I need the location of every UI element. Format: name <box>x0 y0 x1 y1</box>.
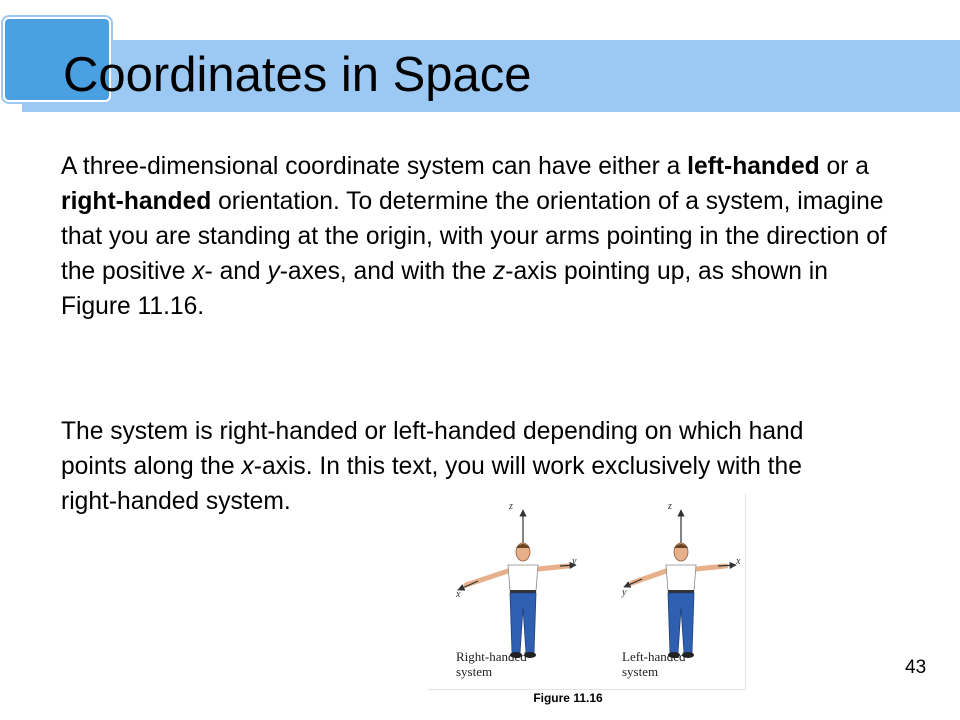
right-x-axis-label: x <box>736 556 741 567</box>
left-x-axis-label: x <box>456 589 461 600</box>
page-number: 43 <box>905 657 927 678</box>
right-handed-label: Right-handed system <box>456 649 527 679</box>
left-handed-label: Left-handed system <box>622 649 686 679</box>
left-y-axis-label: y <box>572 556 577 567</box>
right-z-axis-label: z <box>668 501 672 512</box>
paragraph-orientation: A three-dimensional coordinate system can have either a left-handed or a right-handed orientation. To determine the orientation of a system, imagine that you are standing at the origin, with your arms pointing in the direction of the positive x- and y-axes, and with the z-axis pointing up, as shown in Figure 11.16. <box>61 153 887 320</box>
figure-11-16 <box>428 493 746 690</box>
left-handed-person <box>624 510 736 658</box>
left-z-axis-label: z <box>509 501 513 512</box>
paragraph-handedness: The system is right-handed or left-handed depending on which hand points along the x-axis. In this text, you will work exclusively with the right-handed system. <box>61 418 804 515</box>
right-y-axis-label: y <box>622 587 627 598</box>
right-handed-person <box>458 510 576 658</box>
slide-title: Coordinates in Space <box>63 48 532 102</box>
figure-caption: Figure 11.16 <box>533 691 603 705</box>
